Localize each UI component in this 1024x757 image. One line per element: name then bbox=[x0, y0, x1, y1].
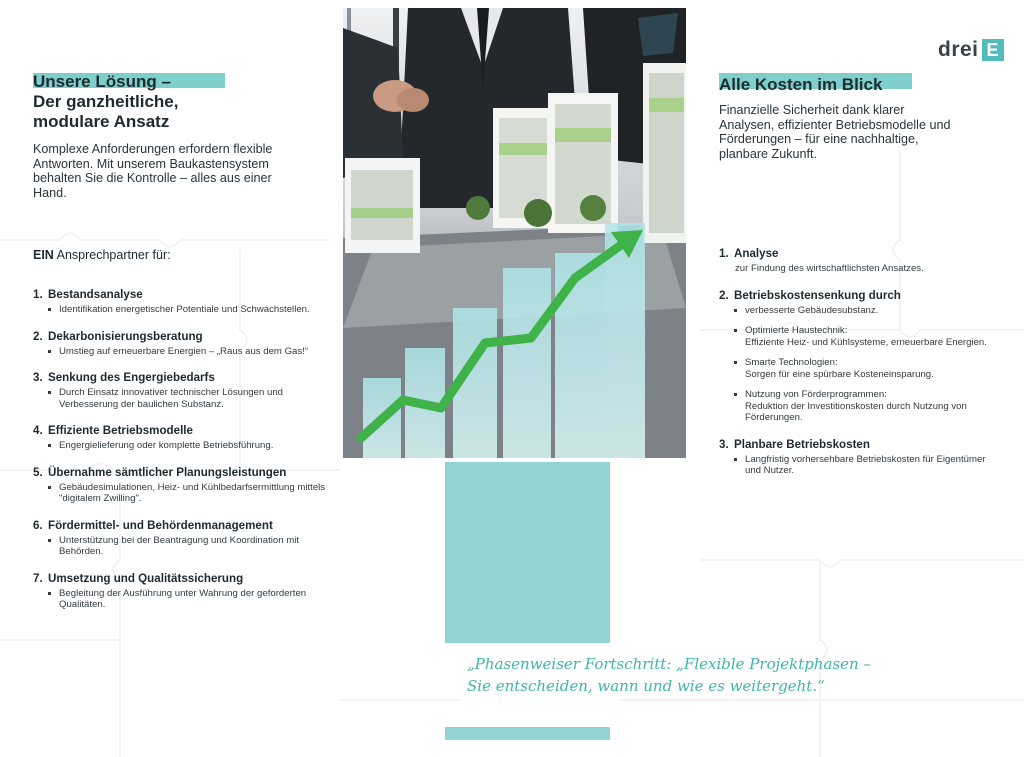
costs-title-wrap bbox=[719, 76, 999, 94]
item-point: Optimierte Haustechnik: Effiziente Heiz- und Kühlsysteme, erneuerbare Energien. bbox=[745, 325, 999, 348]
list-item bbox=[33, 371, 333, 410]
list-item bbox=[33, 519, 333, 558]
item-title: Betriebskostensenkung durch bbox=[734, 288, 901, 302]
solution-intro: Komplexe Anforderungen erfordern flexible Antworten. Mit unserem Baukastensystem behalten Sie die Kontrolle – alles aus einer Hand. bbox=[33, 142, 273, 200]
item-number: 2. bbox=[719, 288, 729, 302]
list-item bbox=[719, 438, 999, 477]
item-title: Bestandsanalyse bbox=[48, 288, 143, 301]
item-title: Senkung des Engergiebedarfs bbox=[48, 371, 215, 384]
contact-line bbox=[33, 248, 333, 262]
logo-text: drei bbox=[938, 38, 979, 61]
quote-text: „Phasenweiser Fortschritt: „Flexible Projektphasen – Sie entscheiden, wann und wie es weitergeht.“ bbox=[467, 655, 871, 695]
costs-title: Alle Kosten im Blick bbox=[719, 75, 883, 94]
item-point: Smarte Technologien: Sorgen für eine spürbare Kosteneinsparung. bbox=[745, 357, 999, 380]
hero-illustration bbox=[343, 8, 686, 458]
right-column bbox=[719, 76, 999, 486]
item-point: Unterstützung bei der Beantragung und Koordination mit Behörden. bbox=[59, 535, 333, 558]
teal-bar-bottom bbox=[445, 727, 610, 740]
item-point: Durch Einsatz innovativer technischer Lösungen und Verbesserung der baulichen Substanz. bbox=[59, 387, 333, 410]
item-title: Planbare Betriebskosten bbox=[734, 437, 870, 451]
item-point: Engergielieferung oder komplette Betriebsführung. bbox=[59, 440, 333, 452]
list-item bbox=[33, 572, 333, 611]
left-column bbox=[33, 72, 333, 620]
item-title: Analyse bbox=[734, 247, 779, 260]
item-point: verbesserte Gebäudesubstanz. bbox=[745, 305, 999, 317]
item-title: Umsetzung und Qualitätssicherung bbox=[48, 571, 244, 585]
hero-image bbox=[343, 8, 686, 458]
item-point: Umstieg auf erneuerbare Energien – „Raus aus dem Gas!“ bbox=[59, 346, 333, 358]
list-item bbox=[719, 247, 999, 275]
item-title: Fördermittel- und Behördenmanagement bbox=[48, 518, 273, 532]
item-point: Langfristig vorhersehbare Betriebskosten für Eigentümer und Nutzer. bbox=[745, 454, 999, 477]
costs-intro: Finanzielle Sicherheit dank klarer Analysen, effizienter Betriebsmodelle und Förderungen – für eine nachhaltige, planbare Zukunft. bbox=[719, 103, 951, 161]
item-number: 2. bbox=[33, 329, 43, 343]
contact-bold: EIN bbox=[33, 248, 54, 262]
list-item bbox=[33, 424, 333, 452]
service-list bbox=[33, 288, 333, 611]
item-point: Begleitung der Ausführung unter Wahrung der geforderten Qualitäten. bbox=[59, 588, 333, 611]
list-item bbox=[33, 330, 333, 358]
item-number: 3. bbox=[33, 371, 43, 384]
item-number: 6. bbox=[33, 518, 43, 532]
cost-list bbox=[719, 247, 999, 477]
item-number: 5. bbox=[33, 465, 43, 479]
brand-logo bbox=[938, 38, 1004, 62]
list-item bbox=[33, 466, 333, 505]
item-point: Nutzung von Förderprogrammen: Reduktion der Investitionskosten durch Nutzung von Förderungen. bbox=[745, 389, 999, 424]
item-point: zur Findung des wirtschaftlichsten Ansatzes. bbox=[735, 263, 924, 274]
item-number: 4. bbox=[33, 424, 43, 437]
item-title: Effiziente Betriebsmodelle bbox=[48, 424, 193, 437]
solution-title-wrap bbox=[33, 72, 333, 132]
item-title: Dekarbonisierungsberatung bbox=[48, 329, 203, 343]
list-item bbox=[33, 288, 333, 316]
item-number: 1. bbox=[33, 288, 43, 301]
item-point: Identifikation energetischer Potentiale und Schwachstellen. bbox=[59, 304, 333, 316]
teal-block bbox=[445, 462, 610, 643]
logo-e-box: E bbox=[982, 39, 1004, 61]
item-number: 1. bbox=[719, 247, 729, 260]
item-number: 3. bbox=[719, 437, 729, 451]
item-number: 7. bbox=[33, 571, 43, 585]
contact-rest: Ansprechpartner für: bbox=[53, 248, 171, 262]
item-point: Gebäudesimulationen, Heiz- und Kühlbedarfsermittlung mittels "digitalem Zwilling". bbox=[59, 482, 333, 505]
solution-title: Unsere Lösung – Der ganzheitliche, modulare Ansatz bbox=[33, 72, 179, 131]
list-item bbox=[719, 289, 999, 424]
item-title: Übernahme sämtlicher Planungsleistungen bbox=[48, 465, 287, 479]
